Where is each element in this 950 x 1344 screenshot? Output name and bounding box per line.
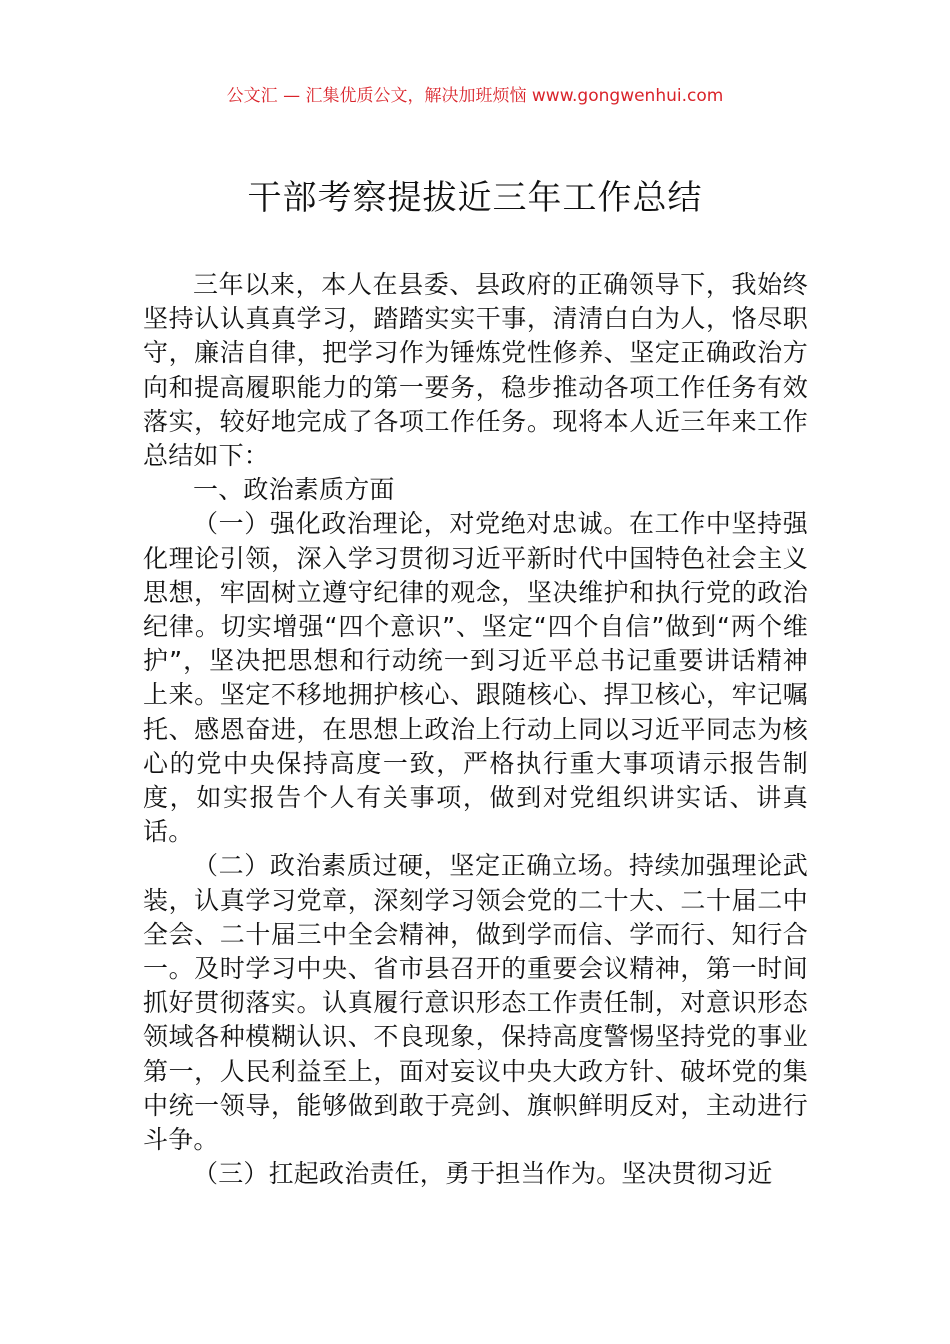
document-title: 干部考察提拔近三年工作总结 <box>247 178 703 218</box>
header-banner: 公文汇 — 汇集优质公文，解决加班烦恼 www.gongwenhui.com <box>226 86 724 106</box>
body-paragraph: （一）强化政治理论，对党绝对忠诚。在工作中坚持强化理论引领，深入学习贯彻习近平新时代中国特色社会主义思想，牢固树立遵守纪律的观念，坚决维护和执行党的政治纪律。切实增强“四个意识”、坚定“四个自信”做到“两个维护”，坚决把思想和行动统一到习近平总书记重要讲话精神上来。坚定不移地拥护核心、跟随核心、捍卫核心，牢记嘱托、感恩奋进，在思想上政治上行动上同以习近平同志为核心的党中央保持高度一致，严格执行重大事项请示报告制度，如实报告个人有关事项，做到对党组织讲实话、讲真话。 <box>143 509 808 847</box>
body-paragraph: （二）政治素质过硬，坚定正确立场。持续加强理论武装，认真学习党章，深刻学习领会党的二十大、二十届二中全会、二十届三中全会精神，做到学而信、学而行、知行合一。及时学习中央、省市县召开的重要会议精神，第一时间抓好贯彻落实。认真履行意识形态工作责任制，对意识形态领域各种模糊认识、不良现象，保持高度警惕坚持党的事业第一，人民利益至上，面对妄议中央大政方针、破坏党的集中统一领导，能够做到敢于亮剑、旗帜鲜明反对，主动进行斗争。 <box>143 851 808 1155</box>
body-paragraph: （三）扛起政治责任，勇于担当作为。坚决贯彻习近 <box>193 1159 773 1189</box>
section-heading: 一、政治素质方面 <box>193 475 395 505</box>
intro-paragraph: 三年以来，本人在县委、县政府的正确领导下，我始终坚持认认真真学习，踏踏实实干事，清清白白为人，恪尽职守，廉洁自律，把学习作为锤炼党性修养、坚定正确政治方向和提高履职能力的第一要务，稳步推动各项工作任务有效落实，较好地完成了各项工作任务。现将本人近三年来工作总结如下： <box>143 270 808 471</box>
document-body <box>143 268 808 1191</box>
